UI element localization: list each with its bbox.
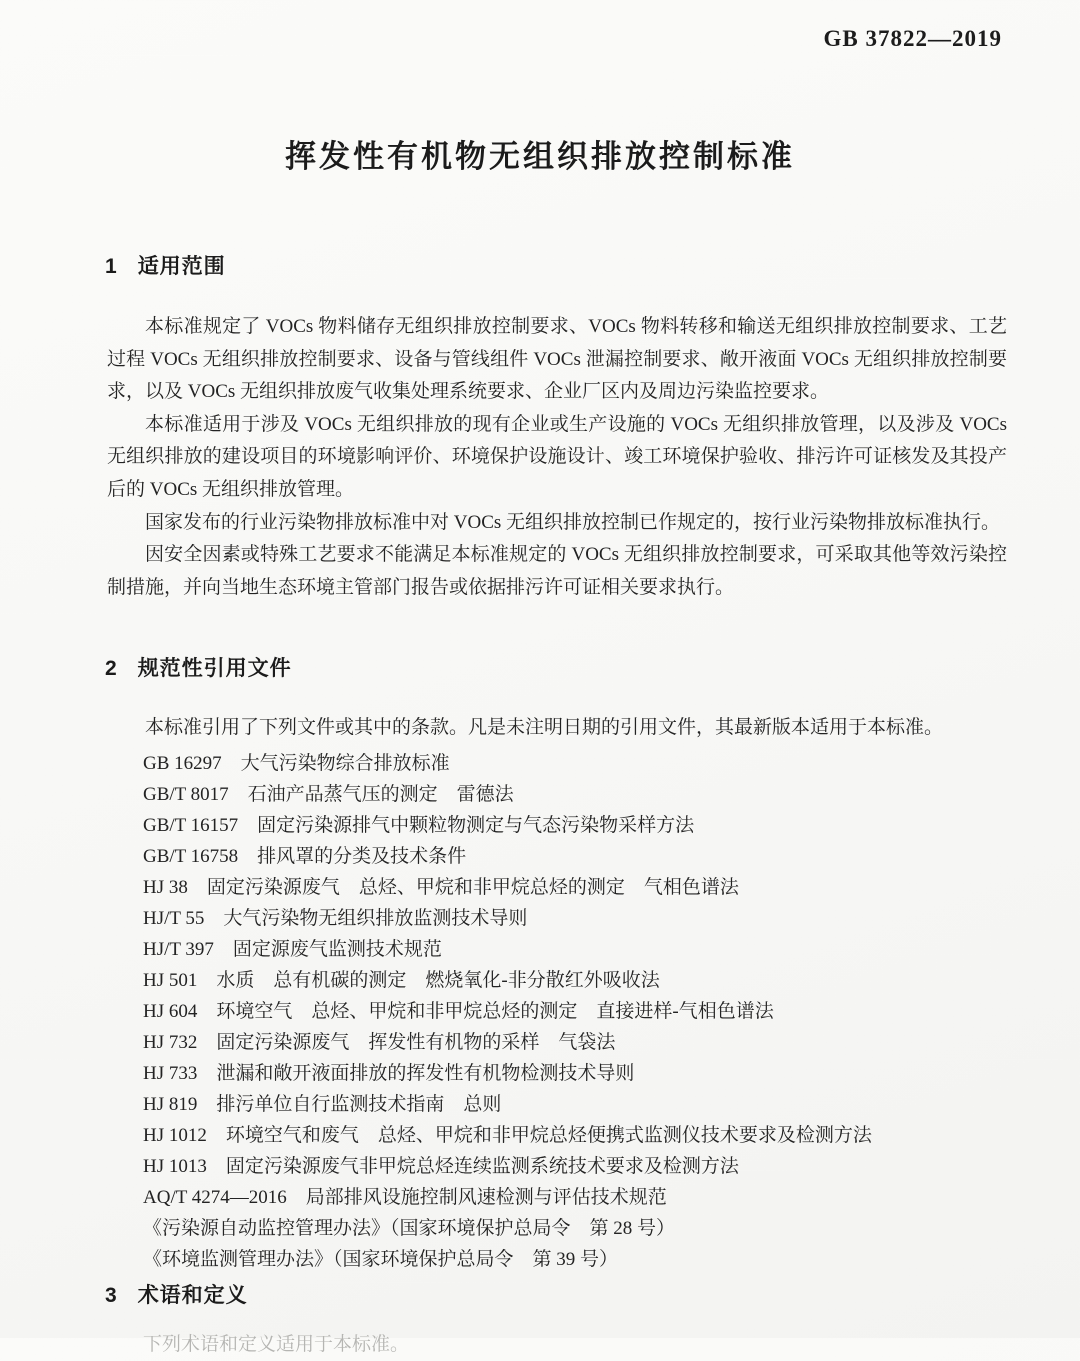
reference-item: 《环境监测管理办法》（国家环境保护总局令 第 39 号） (143, 1249, 619, 1270)
reference-item: HJ 733 泄漏和敞开液面排放的挥发性有机物检测技术导则 (143, 1063, 635, 1084)
paragraph: 本标准适用于涉及 VOCs 无组织排放的现有企业或生产设施的 VOCs 无组织排放管理，以及涉及 VOCs 无组织排放的建设项目的环境影响评价、环境保护设施设计、竣工环境保护验收、排污许可证核发及其投产后的 VOCs 无组织排放管理。 (107, 413, 1007, 500)
reference-item: HJ 732 固定污染源废气 挥发性有机物的采样 气袋法 (143, 1032, 616, 1053)
section-2-heading (105, 652, 292, 682)
truncated-bottom-line: 下列术语和定义适用于本标准。 (143, 1334, 410, 1355)
paragraph: 本标准规定了 VOCs 物料储存无组织排放控制要求、VOCs 物料转移和输送无组织排放控制要求、工艺过程 VOCs 无组织排放控制要求、设备与管线组件 VOCs 泄漏控制要求、敞开液面 VOCs 无组织排放控制要求，以及 VOCs 无组织排放废气收集处理系统要求、企业厂区内及周边污染监控要求。 (107, 316, 1007, 403)
reference-item: HJ 501 水质 总有机碳的测定 燃烧氧化-非分散红外吸收法 (143, 970, 660, 991)
section-1-heading (105, 250, 226, 280)
section-1-number: 1 (105, 255, 118, 278)
reference-item: HJ/T 55 大气污染物无组织排放监测技术导则 (143, 908, 528, 929)
standard-number: GB 37822—2019 (823, 26, 1002, 51)
section-2-number: 2 (105, 657, 118, 680)
reference-item: GB/T 16758 排风罩的分类及技术条件 (143, 846, 467, 867)
reference-item: HJ 38 固定污染源废气 总烃、甲烷和非甲烷总烃的测定 气相色谱法 (143, 877, 739, 898)
reference-item: HJ 604 环境空气 总烃、甲烷和非甲烷总烃的测定 直接进样-气相色谱法 (143, 1001, 774, 1022)
reference-item: GB 16297 大气污染物综合排放标准 (143, 753, 450, 774)
document-title: 挥发性有机物无组织排放控制标准 (285, 139, 795, 174)
section-3-number: 3 (105, 1284, 118, 1307)
section-3-heading (105, 1279, 248, 1309)
reference-item: GB/T 16157 固定污染源排气中颗粒物测定与气态污染物采样方法 (143, 815, 695, 836)
reference-item: GB/T 8017 石油产品蒸气压的测定 雷德法 (143, 784, 514, 805)
reference-item: HJ/T 397 固定源废气监测技术规范 (143, 939, 442, 960)
section-2-intro (107, 712, 1007, 745)
reference-item: AQ/T 4274—2016 局部排风设施控制风速检测与评估技术规范 (143, 1187, 667, 1208)
section-3-title: 术语和定义 (137, 1284, 248, 1307)
paragraph: 国家发布的行业污染物排放标准中对 VOCs 无组织排放控制已作规定的，按行业污染物排放标准执行。 (145, 511, 1001, 533)
normative-references-list (143, 748, 1013, 1275)
reference-item: HJ 819 排污单位自行监测技术指南 总则 (143, 1094, 502, 1115)
reference-item: 《污染源自动监控管理办法》（国家环境保护总局令 第 28 号） (143, 1218, 676, 1239)
section-1-body (107, 311, 1007, 604)
section-1-title: 适用范围 (137, 255, 226, 278)
paragraph: 本标准引用了下列文件或其中的条款。凡是未注明日期的引用文件，其最新版本适用于本标准。 (145, 717, 944, 738)
section-2-title: 规范性引用文件 (137, 657, 292, 680)
paragraph: 因安全因素或特殊工艺要求不能满足本标准规定的 VOCs 无组织排放控制要求，可采取其他等效污染控制措施，并向当地生态环境主管部门报告或依据排污许可证相关要求执行。 (107, 544, 1007, 598)
reference-item: HJ 1012 环境空气和废气 总烃、甲烷和非甲烷总烃便携式监测仪技术要求及检测方法 (143, 1125, 872, 1146)
reference-item: HJ 1013 固定污染源废气非甲烷总烃连续监测系统技术要求及检测方法 (143, 1156, 739, 1177)
